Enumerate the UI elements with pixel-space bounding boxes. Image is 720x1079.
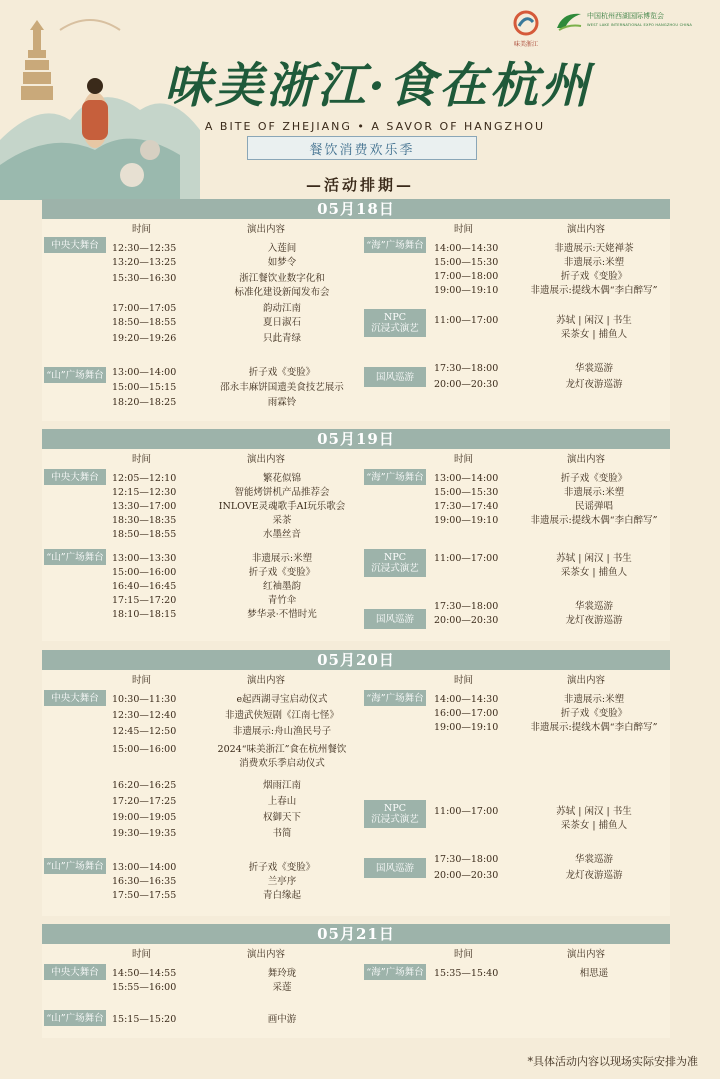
row-time: 19:30—19:35 bbox=[112, 828, 177, 839]
day-block bbox=[42, 429, 670, 641]
row-content: 折子戏《变脸》 bbox=[560, 473, 628, 484]
row-content: 折子戏《变脸》 bbox=[248, 862, 316, 873]
column-header-content: 演出内容 bbox=[247, 224, 286, 235]
row-time: 15:35—15:40 bbox=[434, 968, 499, 979]
column-header-time: 时间 bbox=[132, 224, 152, 235]
left-column bbox=[42, 449, 354, 641]
row-time: 17:50—17:55 bbox=[112, 890, 177, 901]
row-time: 16:00—17:00 bbox=[434, 708, 499, 719]
stage-label: “山”广场舞台 bbox=[44, 367, 106, 383]
column-header-content: 演出内容 bbox=[247, 454, 286, 465]
stage-label: 国风巡游 bbox=[364, 858, 426, 878]
row-time: 20:00—20:30 bbox=[434, 870, 499, 881]
column-header-time: 时间 bbox=[454, 675, 474, 686]
column-header bbox=[362, 670, 670, 684]
row-content: 华裳巡游 bbox=[574, 363, 613, 374]
row-time: 16:20—16:25 bbox=[112, 780, 177, 791]
column-header-content: 演出内容 bbox=[567, 224, 606, 235]
row-content: 折子戏《变脸》 bbox=[560, 271, 628, 282]
left-column bbox=[42, 670, 354, 916]
row-time: 19:00—19:05 bbox=[112, 812, 177, 823]
left-column bbox=[42, 944, 354, 1038]
page-title: 味美浙江·食在杭州 bbox=[164, 58, 592, 114]
column-header bbox=[42, 449, 354, 463]
stage-label: 中央大舞台 bbox=[44, 690, 106, 706]
row-time: 17:30—18:00 bbox=[434, 601, 499, 612]
row-content: 折子戏《变脸》 bbox=[248, 367, 316, 378]
row-content: 书简 bbox=[272, 828, 292, 839]
row-time: 15:00—15:30 bbox=[434, 487, 499, 498]
column-header bbox=[362, 219, 670, 233]
row-time: 15:15—15:20 bbox=[112, 1014, 177, 1025]
row-content: 消费欢乐季启动仪式 bbox=[239, 758, 325, 769]
column-header bbox=[42, 219, 354, 233]
day-block bbox=[42, 650, 670, 916]
footnote: *具体活动内容以现场实际安排为准 bbox=[527, 1055, 698, 1068]
row-time: 15:00—16:00 bbox=[112, 567, 177, 578]
row-content: 民谣弹唱 bbox=[574, 501, 613, 512]
row-content: 如梦令 bbox=[267, 257, 297, 268]
column-header-content: 演出内容 bbox=[567, 675, 606, 686]
row-time: 20:00—20:30 bbox=[434, 615, 499, 626]
row-time: 18:30—18:35 bbox=[112, 515, 177, 526]
row-content: 夏日淑石 bbox=[262, 317, 301, 328]
row-time: 13:00—14:00 bbox=[112, 862, 177, 873]
weimei-logo-icon bbox=[513, 10, 539, 36]
logo-area bbox=[511, 10, 692, 49]
row-time: 17:30—18:00 bbox=[434, 854, 499, 865]
stage-label: “海”广场舞台 bbox=[364, 690, 426, 706]
column-header bbox=[42, 670, 354, 684]
stage-label: 中央大舞台 bbox=[44, 964, 106, 980]
right-column bbox=[362, 670, 670, 916]
column-header bbox=[362, 449, 670, 463]
row-time: 12:30—12:35 bbox=[112, 243, 177, 254]
row-content: 韵动江南 bbox=[262, 303, 301, 314]
row-content: 非遗展示:米塑 bbox=[563, 694, 625, 705]
row-time: 13:00—14:00 bbox=[434, 473, 499, 484]
stage-label: 中央大舞台 bbox=[44, 237, 106, 253]
day-date-header: 05月18日 bbox=[42, 199, 670, 219]
row-content: 邵永丰麻饼国遗美食技艺展示 bbox=[220, 382, 344, 393]
row-time: 15:00—16:00 bbox=[112, 744, 177, 755]
expo-logo-en: WEST LAKE INTERNATIONAL EXPO HANGZHOU CHINA bbox=[587, 23, 692, 27]
column-header-time: 时间 bbox=[454, 224, 474, 235]
row-content: 非遗展示:提线木偶“李白醉写” bbox=[530, 515, 658, 526]
stage-label: 国风巡游 bbox=[364, 367, 426, 387]
row-time: 16:30—16:35 bbox=[112, 876, 177, 887]
row-content: 红袖墨韵 bbox=[262, 581, 301, 592]
row-content: 画中游 bbox=[267, 1014, 297, 1025]
row-time: 13:00—14:00 bbox=[112, 367, 177, 378]
row-content: 非遗展示:提线木偶“李白醉写” bbox=[530, 285, 658, 296]
row-time: 13:30—17:00 bbox=[112, 501, 177, 512]
row-time: 17:00—17:05 bbox=[112, 303, 177, 314]
right-column bbox=[362, 219, 670, 421]
row-content: 采茶女 | 捕鱼人 bbox=[560, 567, 628, 578]
row-time: 15:30—16:30 bbox=[112, 273, 177, 284]
row-time: 17:30—18:00 bbox=[434, 363, 499, 374]
stage-label: NPC 沉浸式演艺 bbox=[364, 549, 426, 577]
row-content: 非遗展示:米塑 bbox=[563, 257, 625, 268]
row-time: 18:20—18:25 bbox=[112, 397, 177, 408]
day-body bbox=[42, 670, 670, 916]
row-time: 12:30—12:40 bbox=[112, 710, 177, 721]
row-content: 苏轼 | 闲汉 | 书生 bbox=[556, 315, 632, 326]
stage-label: 中央大舞台 bbox=[44, 469, 106, 485]
row-time: 17:00—18:00 bbox=[434, 271, 499, 282]
row-content: 烟雨江南 bbox=[262, 780, 301, 791]
row-time: 12:45—12:50 bbox=[112, 726, 177, 737]
right-column bbox=[362, 944, 670, 1038]
row-content: 标准化建设新闻发布会 bbox=[234, 287, 330, 298]
row-content: 非遗展示:米塑 bbox=[563, 487, 625, 498]
stage-label: “海”广场舞台 bbox=[364, 237, 426, 253]
day-body bbox=[42, 944, 670, 1038]
row-time: 14:00—14:30 bbox=[434, 694, 499, 705]
row-time: 17:30—17:40 bbox=[434, 501, 499, 512]
row-time: 12:15—12:30 bbox=[112, 487, 177, 498]
row-time: 13:20—13:25 bbox=[112, 257, 177, 268]
row-content: 采茶 bbox=[272, 515, 292, 526]
row-time: 15:00—15:15 bbox=[112, 382, 177, 393]
row-content: 非遗展示:提线木偶“李白醉写” bbox=[530, 722, 658, 733]
row-content: 舞玲珑 bbox=[267, 968, 297, 979]
column-header-content: 演出内容 bbox=[247, 949, 286, 960]
row-time: 18:50—18:55 bbox=[112, 529, 177, 540]
day-date-header: 05月21日 bbox=[42, 924, 670, 944]
row-time: 18:10—18:15 bbox=[112, 609, 177, 620]
row-time: 11:00—17:00 bbox=[434, 315, 499, 326]
column-header-content: 演出内容 bbox=[567, 454, 606, 465]
row-time: 19:00—19:10 bbox=[434, 722, 499, 733]
row-content: 水墨丝音 bbox=[262, 529, 301, 540]
day-body bbox=[42, 219, 670, 421]
row-content: 非遗展示:天姥禅茶 bbox=[554, 243, 634, 254]
row-content: 浙江餐饮业数字化和 bbox=[239, 273, 325, 284]
row-content: 龙灯夜游巡游 bbox=[565, 379, 623, 390]
row-time: 10:30—11:30 bbox=[112, 694, 177, 705]
column-header-content: 演出内容 bbox=[247, 675, 286, 686]
expo-logo-icon bbox=[555, 10, 583, 32]
stage-label: NPC 沉浸式演艺 bbox=[364, 309, 426, 337]
row-content: 采茶女 | 捕鱼人 bbox=[560, 329, 628, 340]
row-content: 权御天下 bbox=[262, 812, 301, 823]
stage-label: “山”广场舞台 bbox=[44, 1010, 106, 1026]
stage-label: “海”广场舞台 bbox=[364, 469, 426, 485]
subtitle-english: A BITE OF ZHEJIANG • A SAVOR OF HANGZHOU bbox=[204, 120, 546, 133]
day-block bbox=[42, 924, 670, 1038]
row-content: 折子戏《变脸》 bbox=[560, 708, 628, 719]
row-content: 青白缘起 bbox=[262, 890, 301, 901]
day-block bbox=[42, 199, 670, 421]
subtitle-box: 餐饮消费欢乐季 bbox=[247, 136, 477, 160]
day-date-header: 05月19日 bbox=[42, 429, 670, 449]
row-content: 繁花似锦 bbox=[262, 473, 301, 484]
row-time: 20:00—20:30 bbox=[434, 379, 499, 390]
row-time: 18:50—18:55 bbox=[112, 317, 177, 328]
row-content: 智能烤饼机产品推荐会 bbox=[234, 487, 330, 498]
expo-logo bbox=[555, 10, 692, 32]
row-content: 苏轼 | 闲汉 | 书生 bbox=[556, 553, 632, 564]
row-content: 折子戏《变脸》 bbox=[248, 567, 316, 578]
row-content: 入莲间 bbox=[267, 243, 297, 254]
row-content: INLOVE灵魂歌手AI玩乐歌会 bbox=[218, 501, 346, 512]
row-content: 梦华录·不惜时光 bbox=[247, 609, 317, 620]
row-time: 14:50—14:55 bbox=[112, 968, 177, 979]
row-content: 华裳巡游 bbox=[574, 601, 613, 612]
row-content: 龙灯夜游巡游 bbox=[565, 870, 623, 881]
column-header-time: 时间 bbox=[454, 949, 474, 960]
row-time: 19:00—19:10 bbox=[434, 515, 499, 526]
expo-logo-cn: 中国杭州西湖国际博览会 bbox=[587, 12, 664, 20]
row-content: 只此青绿 bbox=[262, 333, 301, 344]
stage-label: 国风巡游 bbox=[364, 609, 426, 629]
row-time: 17:15—17:20 bbox=[112, 595, 177, 606]
row-time: 14:00—14:30 bbox=[434, 243, 499, 254]
column-header bbox=[42, 944, 354, 958]
column-header-time: 时间 bbox=[132, 949, 152, 960]
column-header-time: 时间 bbox=[132, 675, 152, 686]
row-content: 雨霖铃 bbox=[267, 397, 297, 408]
row-content: e起西湖寻宝启动仪式 bbox=[236, 694, 328, 705]
row-content: 兰亭序 bbox=[267, 876, 297, 887]
row-time: 19:20—19:26 bbox=[112, 333, 177, 344]
row-content: 非遗武侠短剧《江南七怪》 bbox=[224, 710, 339, 721]
row-content: 2024“味美浙江”食在杭州餐饮 bbox=[217, 744, 347, 755]
row-content: 上春山 bbox=[267, 796, 297, 807]
section-heading: —活动排期— bbox=[305, 176, 414, 194]
column-header-content: 演出内容 bbox=[567, 949, 606, 960]
column-header-time: 时间 bbox=[132, 454, 152, 465]
row-time: 13:00—13:30 bbox=[112, 553, 177, 564]
row-time: 15:00—15:30 bbox=[434, 257, 499, 268]
row-content: 华裳巡游 bbox=[574, 854, 613, 865]
stage-label: “山”广场舞台 bbox=[44, 858, 106, 874]
row-content: 非遗展示:米塑 bbox=[251, 553, 313, 564]
row-time: 15:55—16:00 bbox=[112, 982, 177, 993]
row-time: 16:40—16:45 bbox=[112, 581, 177, 592]
stage-label: “山”广场舞台 bbox=[44, 549, 106, 565]
column-header bbox=[362, 944, 670, 958]
left-column bbox=[42, 219, 354, 421]
day-date-header: 05月20日 bbox=[42, 650, 670, 670]
row-content: 采莲 bbox=[272, 982, 292, 993]
row-content: 非遗展示:舟山渔民号子 bbox=[232, 726, 332, 737]
row-content: 苏轼 | 闲汉 | 书生 bbox=[556, 806, 632, 817]
row-time: 17:20—17:25 bbox=[112, 796, 177, 807]
row-time: 11:00—17:00 bbox=[434, 553, 499, 564]
row-content: 采茶女 | 捕鱼人 bbox=[560, 820, 628, 831]
row-time: 19:00—19:10 bbox=[434, 285, 499, 296]
row-content: 龙灯夜游巡游 bbox=[565, 615, 623, 626]
row-time: 11:00—17:00 bbox=[434, 806, 499, 817]
column-header-time: 时间 bbox=[454, 454, 474, 465]
stage-label: NPC 沉浸式演艺 bbox=[364, 800, 426, 828]
row-content: 青竹伞 bbox=[267, 595, 297, 606]
right-column bbox=[362, 449, 670, 641]
row-time: 12:05—12:10 bbox=[112, 473, 177, 484]
stage-label: “海”广场舞台 bbox=[364, 964, 426, 980]
weimei-logo bbox=[511, 10, 541, 49]
row-content: 相思遥 bbox=[579, 968, 609, 979]
day-body bbox=[42, 449, 670, 641]
weimei-logo-text: 味美浙江 bbox=[513, 41, 538, 48]
